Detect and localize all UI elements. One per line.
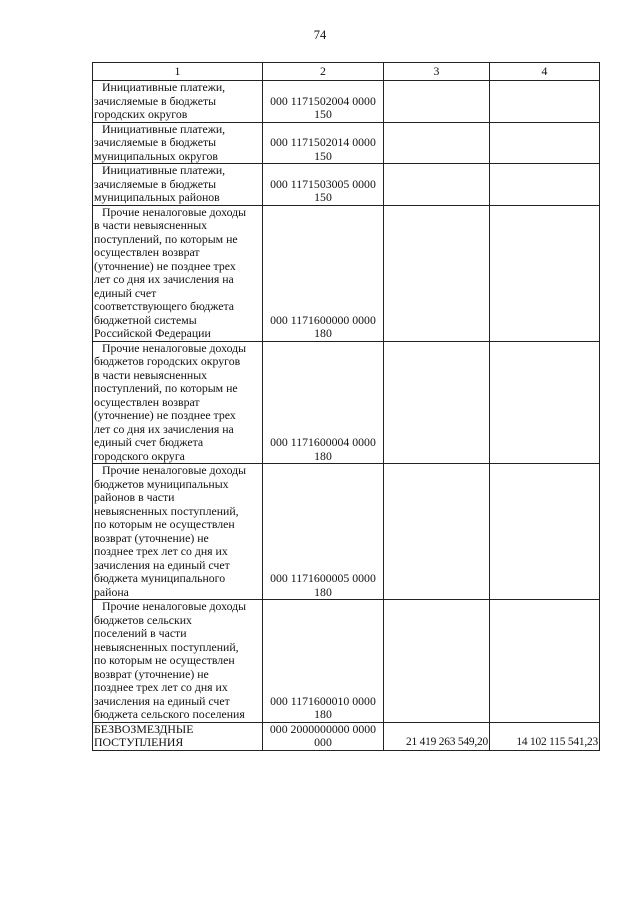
budget-code-line: 000 1171600005 0000 — [270, 571, 376, 585]
budget-code-line: 180 — [314, 326, 332, 340]
amount-col-3-cell — [384, 600, 490, 723]
revenue-name-line: Прочие неналоговые доходы — [102, 463, 247, 477]
table-row — [93, 164, 600, 206]
budget-code-line: 150 — [314, 148, 332, 163]
revenue-name-line: Прочие неналоговые доходы — [102, 340, 247, 355]
budget-code-line: 000 1171502014 0000 — [270, 135, 376, 149]
revenue-name-cell — [93, 464, 263, 600]
revenue-name-cell — [93, 81, 263, 123]
amount-col-3-cell — [384, 341, 490, 464]
revenue-name-line: по которым не осуществлен — [94, 517, 235, 531]
budget-code-line: 000 1171600000 0000 — [270, 312, 376, 327]
revenue-name-line: возврат (уточнение) не — [94, 666, 209, 681]
budget-code-line: 000 1171600004 0000 — [270, 435, 376, 449]
revenue-name-line: в части невыясненных — [94, 218, 208, 232]
revenue-name-line: позднее трех лет со дня их — [94, 680, 228, 694]
amount-col-4-cell — [490, 341, 600, 464]
budget-code-cell — [263, 600, 384, 723]
budget-code-line: 180 — [314, 584, 332, 599]
revenue-name-line: осуществлен возврат — [94, 245, 200, 259]
budget-code-line: 000 1171503005 0000 — [270, 176, 376, 191]
revenue-name-line: бюджета сельского поселения — [94, 707, 245, 721]
amount-col-4-cell — [490, 122, 600, 164]
revenue-name-line: муниципальных районов — [94, 190, 220, 204]
amount-col-3-cell — [384, 205, 490, 341]
revenue-name-line: возврат (уточнение) не — [94, 530, 209, 545]
amount-col-4-cell: 14 102 115 541,23 — [490, 722, 600, 750]
budget-code-line: 000 — [314, 735, 332, 749]
revenue-name-line: городских округов — [94, 107, 188, 121]
budget-code-line: 000 1171502004 0000 — [270, 93, 376, 108]
revenue-name-line: (уточнение) не позднее трех — [94, 408, 236, 422]
revenue-name-line: лет со дня их зачисления на — [94, 272, 234, 286]
revenue-name-line: (уточнение) не позднее трех — [94, 258, 236, 273]
revenue-name-line: позднее трех лет со дня их — [94, 544, 228, 558]
amount-col-4-cell — [490, 600, 600, 723]
amount-col-3-cell — [384, 81, 490, 123]
revenue-name-cell — [93, 164, 263, 206]
revenue-name-line: зачисляемые в бюджеты — [94, 93, 217, 108]
revenue-name-line: района — [94, 584, 129, 599]
amount-col-3-cell — [384, 464, 490, 600]
revenue-name-line: соответствующего бюджета — [94, 299, 235, 313]
revenue-name-line: поселений в части — [94, 626, 187, 640]
revenue-name-cell — [93, 722, 263, 750]
revenue-name-line: Инициативные платежи, — [102, 121, 226, 136]
revenue-name-line: Инициативные платежи, — [102, 163, 226, 177]
budget-code-cell — [263, 81, 384, 123]
table-row — [93, 722, 600, 750]
revenue-name-line: поступлений, по которым не — [94, 381, 238, 395]
revenue-name-line: зачисления на единый счет — [94, 693, 230, 708]
amount-col-4-cell — [490, 81, 600, 123]
amount-col-3-cell — [384, 122, 490, 164]
budget-code-cell — [263, 164, 384, 206]
amount-col-3-cell: 21 419 263 549,20 — [384, 722, 490, 750]
table-row — [93, 205, 600, 341]
revenue-name-line: единый счет — [94, 285, 157, 300]
revenue-name-line: Инициативные платежи, — [102, 80, 226, 94]
revenue-name-cell — [93, 341, 263, 464]
table-row — [93, 464, 600, 600]
revenue-name-line: лет со дня их зачисления на — [94, 421, 234, 436]
revenue-name-line: зачисляемые в бюджеты — [94, 135, 217, 149]
revenue-name-line: поступлений, по которым не — [94, 231, 238, 246]
revenue-name-line: бюджетной системы — [94, 312, 197, 327]
amount-col-4-cell — [490, 205, 600, 341]
revenue-name-line: Прочие неналоговые доходы — [102, 204, 247, 219]
revenue-name-line: бюджетов муниципальных — [94, 476, 229, 491]
revenue-name-line: Прочие неналоговые доходы — [102, 599, 247, 613]
header-col-3: 3 — [384, 63, 490, 81]
table-body — [93, 81, 600, 751]
budget-code-line: 150 — [314, 107, 332, 121]
table-row — [93, 600, 600, 723]
budget-code-line: 150 — [314, 190, 332, 204]
budget-code-cell — [263, 722, 384, 750]
amount-col-4-cell — [490, 164, 600, 206]
table-row — [93, 81, 600, 123]
revenue-name-line: бюджета муниципального — [94, 571, 226, 585]
budget-code-line: 000 2000000000 0000 — [269, 721, 377, 736]
budget-code-line: 180 — [314, 707, 332, 721]
revenue-name-line: по которым не осуществлен — [94, 653, 235, 667]
revenue-name-line: ПОСТУПЛЕНИЯ — [94, 735, 184, 749]
amount-col-4-cell — [490, 464, 600, 600]
budget-code-cell — [263, 464, 384, 600]
revenue-name-line: муниципальных округов — [94, 148, 218, 163]
revenue-name-line: Российской Федерации — [94, 326, 211, 340]
budget-code-cell — [263, 122, 384, 164]
revenue-name-line: зачисляемые в бюджеты — [94, 176, 217, 191]
amount-col-3-cell — [384, 164, 490, 206]
header-col-1: 1 — [93, 63, 263, 81]
revenue-name-cell — [93, 600, 263, 723]
budget-code-line: 180 — [314, 448, 332, 463]
header-col-2: 2 — [263, 63, 384, 81]
revenue-name-line: бюджетов городских округов — [94, 354, 241, 368]
page-number: 74 — [313, 28, 327, 42]
revenue-name-line: зачисления на единый счет — [94, 557, 230, 572]
revenue-name-line: районов в части — [94, 490, 175, 504]
revenue-name-line: городского округа — [94, 448, 185, 463]
table-row — [93, 122, 600, 164]
revenue-name-cell — [93, 122, 263, 164]
revenue-name-line: в части невыясненных — [94, 367, 208, 382]
revenue-name-cell — [93, 205, 263, 341]
budget-code-cell — [263, 341, 384, 464]
table-row — [93, 341, 600, 464]
header-col-4: 4 — [490, 63, 600, 81]
budget-code-cell — [263, 205, 384, 341]
budget-code-line: 000 1171600010 0000 — [270, 693, 376, 708]
revenue-name-line: БЕЗВОЗМЕЗДНЫЕ — [94, 721, 194, 736]
revenue-name-line: осуществлен возврат — [94, 394, 200, 409]
revenue-name-line: бюджетов сельских — [94, 612, 192, 627]
revenue-table — [92, 62, 600, 751]
revenue-name-line: невыясненных поступлений, — [94, 639, 239, 654]
revenue-name-line: невыясненных поступлений, — [94, 503, 239, 518]
revenue-name-line: единый счет бюджета — [94, 435, 204, 449]
table-header-row — [93, 63, 600, 81]
